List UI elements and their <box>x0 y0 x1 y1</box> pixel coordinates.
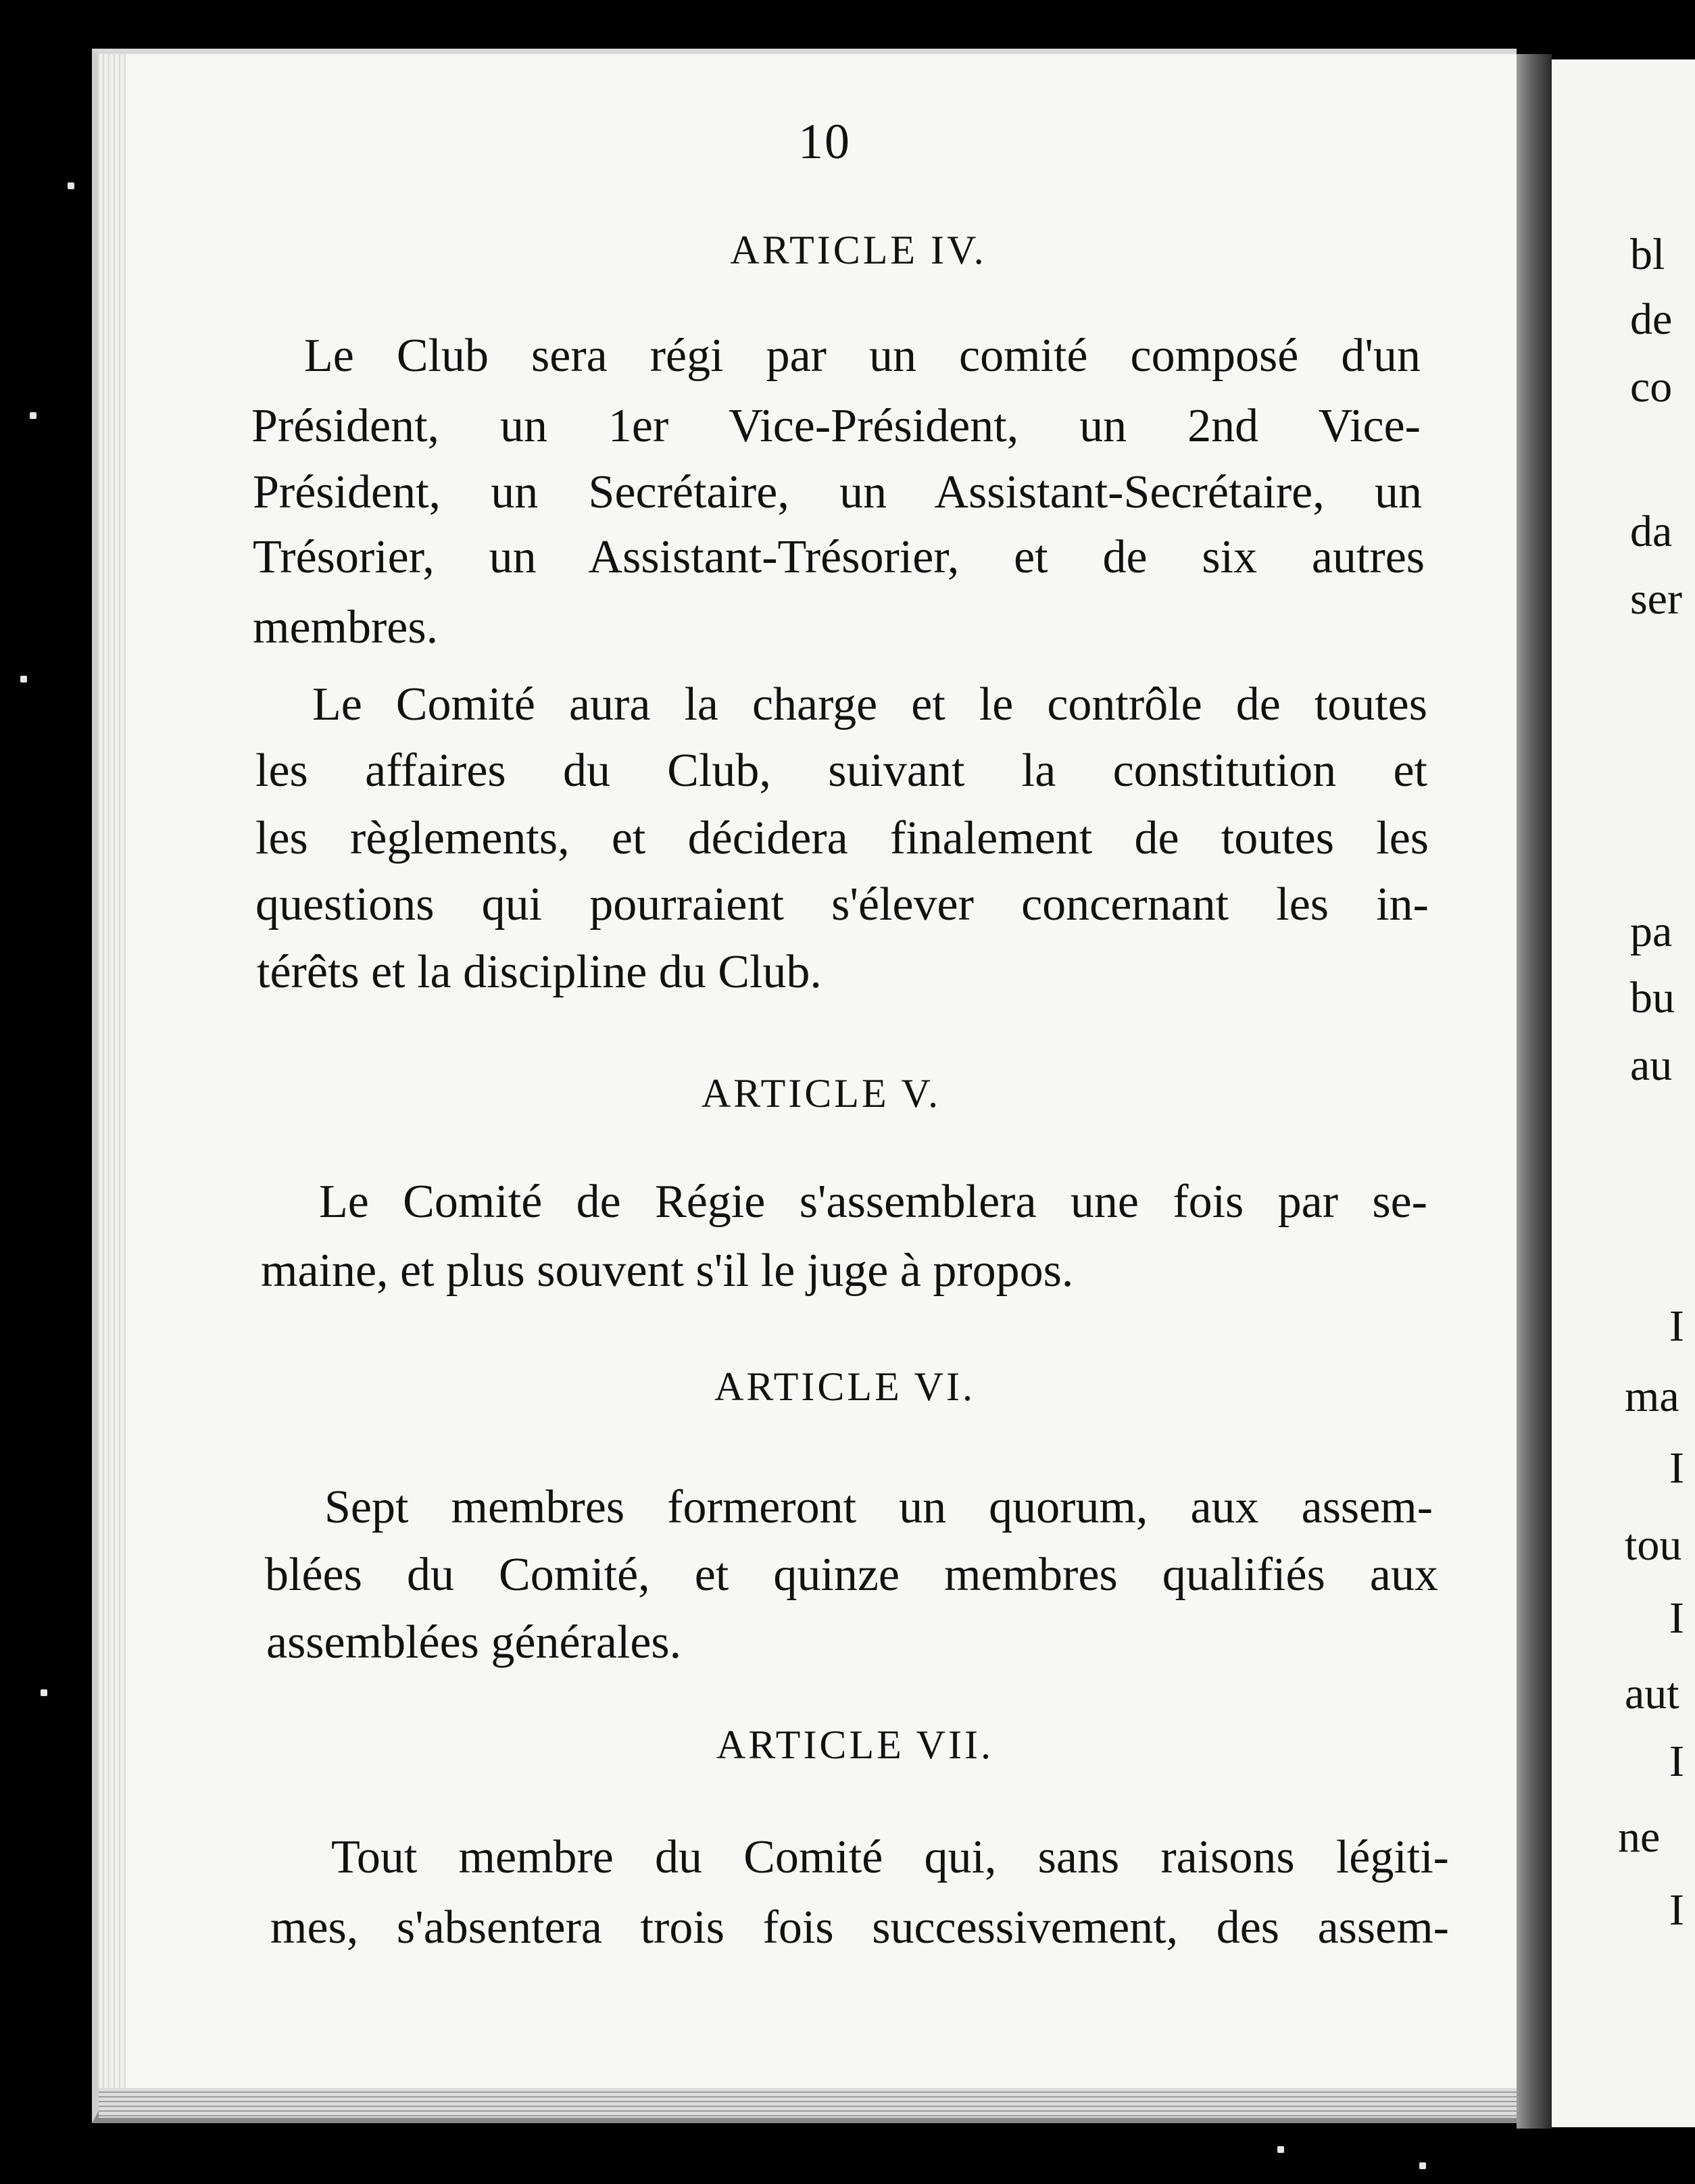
right-page-fragment: bl <box>1630 230 1665 279</box>
text-line: assemblées générales. <box>266 1616 682 1668</box>
article-heading: ARTICLE V. <box>701 1071 941 1116</box>
right-page-fragment: I <box>1669 1885 1684 1935</box>
right-page-fragment: ne <box>1618 1812 1661 1862</box>
text-line: maine, et plus souvent s'il le juge à propos. <box>261 1245 1074 1297</box>
scan-speck <box>68 182 74 189</box>
page-edge-stack <box>99 54 126 2115</box>
text-line: Le Comité de Régie s'assemblera une fois par se- <box>319 1176 1427 1228</box>
text-line: les règlements, et décidera finalement de toutes les <box>255 812 1429 864</box>
right-page-fragment: au <box>1630 1041 1673 1090</box>
article-heading: ARTICLE IV. <box>730 228 987 272</box>
scan-speck <box>1419 2162 1426 2169</box>
text-line: blées du Comité, et quinze membres qualifiés aux <box>265 1549 1438 1601</box>
scan-speck <box>1277 2146 1284 2153</box>
text-line: Trésorier, un Assistant-Trésorier, et de six autres <box>253 531 1425 583</box>
article-heading: ARTICLE VI. <box>714 1364 975 1409</box>
bottom-page-edges <box>99 2088 1517 2118</box>
right-page-fragment: ser <box>1630 574 1682 624</box>
book-gutter <box>1517 54 1552 2129</box>
text-line: membres. <box>253 601 439 653</box>
right-page-fragment: I <box>1669 1737 1684 1786</box>
right-page-fragment: I <box>1669 1301 1684 1351</box>
article-heading: ARTICLE VII. <box>716 1722 993 1767</box>
right-page-fragment: pa <box>1630 907 1673 956</box>
text-line: questions qui pourraient s'élever concernant les in- <box>255 878 1429 930</box>
text-line: Président, un Secrétaire, un Assistant-Secrétaire, un <box>253 466 1422 518</box>
text-line: Tout membre du Comité qui, sans raisons légiti- <box>331 1831 1449 1883</box>
right-page-fragment: I <box>1669 1443 1684 1493</box>
right-page-fragment: co <box>1630 362 1673 412</box>
text-line: mes, s'absentera trois fois successivement, des assem- <box>270 1902 1449 1954</box>
right-page-fragment: de <box>1630 295 1673 344</box>
text-line: Le Comité aura la charge et le contrôle de toutes <box>312 678 1427 730</box>
right-page-fragment: aut <box>1625 1669 1679 1718</box>
scan-speck <box>20 676 27 682</box>
scan-speck <box>30 412 36 419</box>
text-line: Président, un 1er Vice-Président, un 2nd Vice- <box>251 400 1421 452</box>
right-page-fragment: I <box>1669 1593 1684 1643</box>
scan-speck <box>41 1689 47 1696</box>
page-number: 10 <box>798 114 851 170</box>
text-line: Le Club sera régi par un comité composé d'un <box>304 330 1421 382</box>
right-page-fragment: ma <box>1625 1372 1679 1421</box>
right-page-fragment: tou <box>1625 1520 1682 1570</box>
right-page-fragment: bu <box>1630 973 1675 1022</box>
text-line: les affaires du Club, suivant la constitution et <box>255 745 1427 797</box>
text-line: Sept membres formeront un quorum, aux assem- <box>324 1481 1433 1533</box>
right-page-fragment: da <box>1630 507 1673 556</box>
text-line: térêts et la discipline du Club. <box>257 946 822 998</box>
